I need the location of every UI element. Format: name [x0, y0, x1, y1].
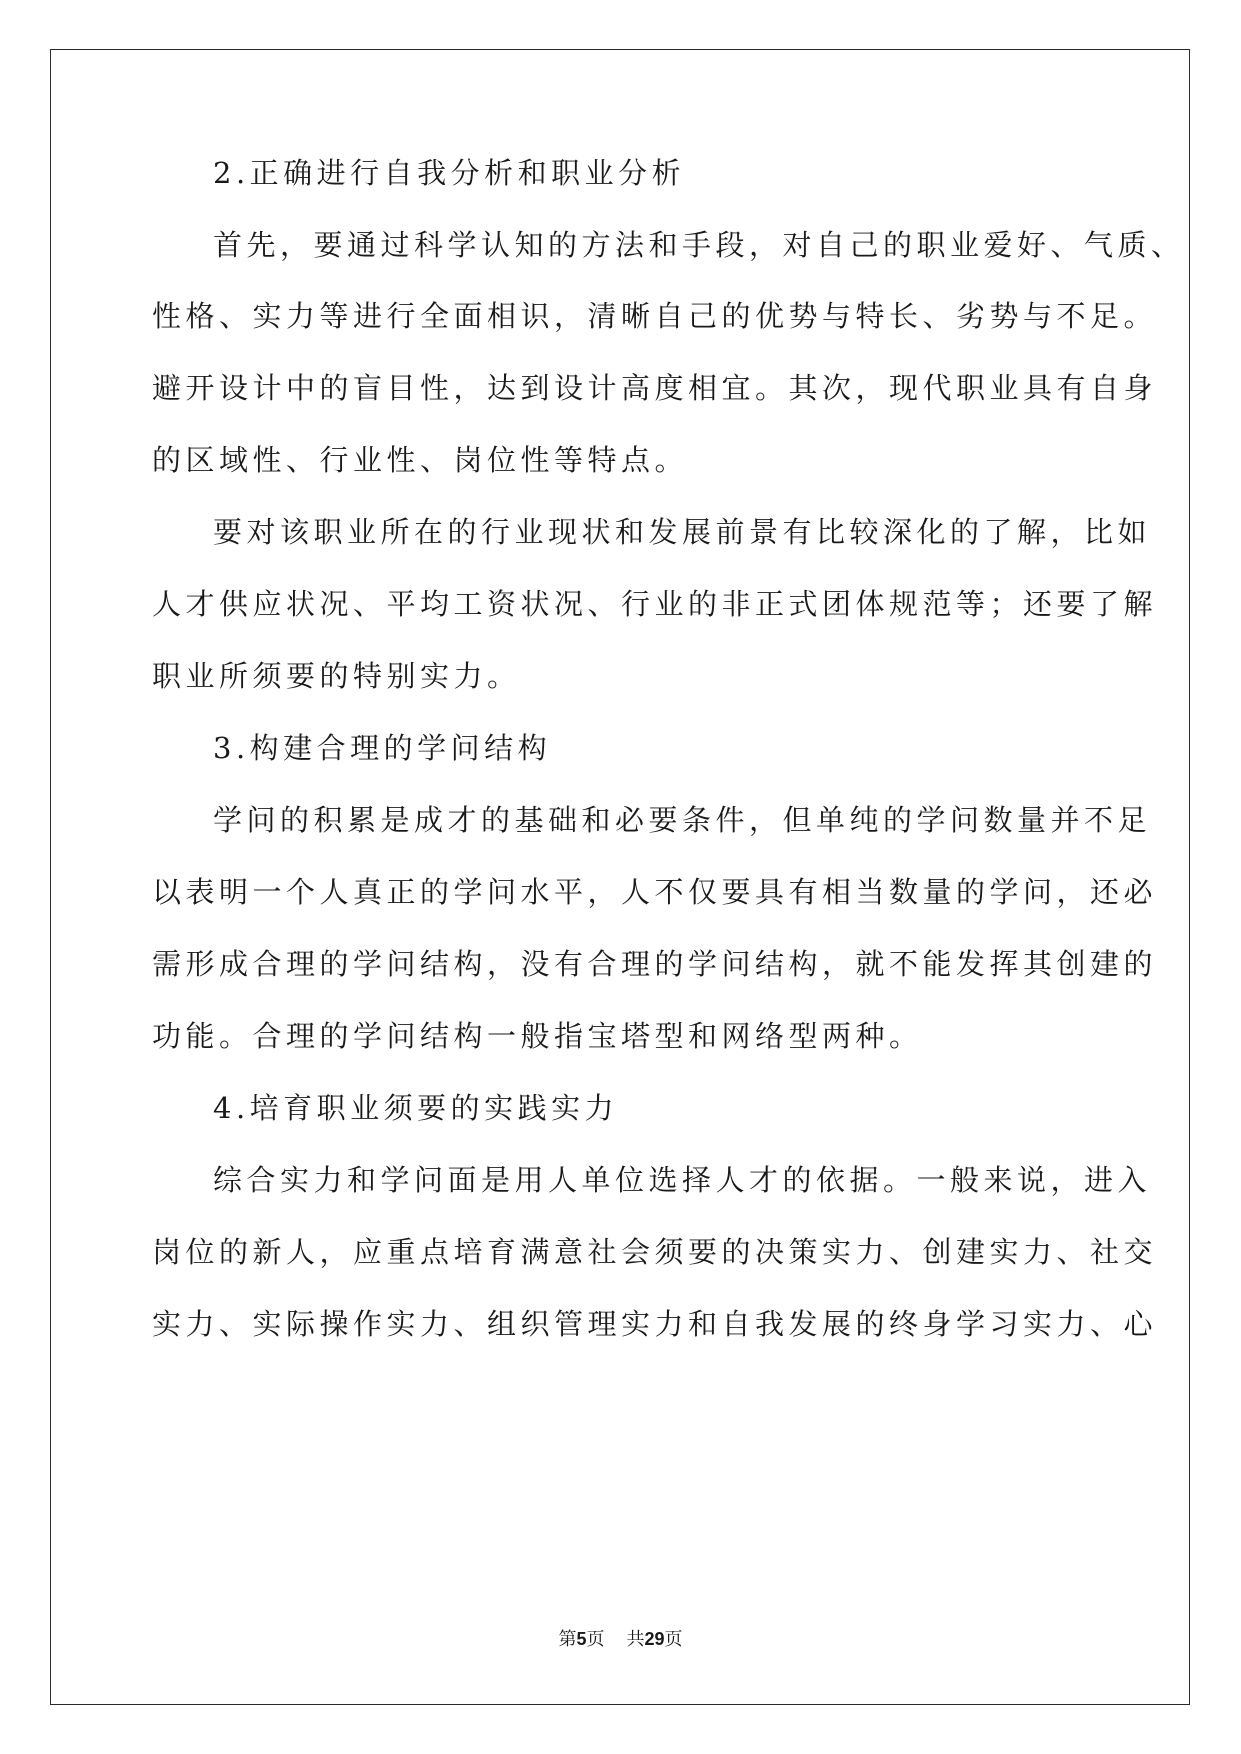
paragraph-line: 功能。合理的学问结构一般指宝塔型和网络型两种。 — [152, 1019, 923, 1053]
paragraph-line: 以表明一个人真正的学问水平，人不仅要具有相当数量的学问，还必 — [152, 875, 1158, 909]
paragraph-line: 人才供应状况、平均工资状况、行业的非正式团体规范等；还要了解 — [152, 587, 1158, 621]
paragraph-line: 的区域性、行业性、岗位性等特点。 — [152, 443, 689, 477]
paragraph-line: 学问的积累是成才的基础和必要条件，但单纯的学问数量并不足 — [213, 803, 1152, 837]
heading-knowledge-structure: 3.构建合理的学问结构 — [213, 731, 552, 765]
paragraph-line: 职业所须要的特别实力。 — [152, 659, 521, 693]
page-number: 5 — [576, 1629, 587, 1649]
total-prefix: 共 — [626, 1629, 645, 1650]
paragraph-line: 避开设计中的盲目性，达到设计高度相宜。其次，现代职业具有自身 — [152, 371, 1158, 405]
heading-practical-ability: 4.培育职业须要的实践实力 — [213, 1091, 619, 1125]
paragraph-line: 要对该职业所在的行业现状和发展前景有比较深化的了解，比如 — [213, 515, 1152, 549]
total-pages: 29 — [644, 1629, 665, 1649]
page-suffix: 页 — [586, 1629, 605, 1650]
heading-self-analysis: 2.正确进行自我分析和职业分析 — [213, 156, 686, 190]
page-footer — [0, 1628, 1241, 1651]
total-suffix: 页 — [664, 1629, 683, 1650]
document-body — [151, 0, 1185, 1600]
page-prefix: 第 — [558, 1629, 577, 1650]
paragraph-line: 岗位的新人，应重点培育满意社会须要的决策实力、创建实力、社交 — [152, 1235, 1158, 1269]
paragraph-line: 实力、实际操作实力、组织管理实力和自我发展的终身学习实力、心 — [152, 1307, 1158, 1341]
paragraph-line: 综合实力和学问面是用人单位选择人才的依据。一般来说，进入 — [213, 1163, 1152, 1197]
paragraph-line: 需形成合理的学问结构，没有合理的学问结构，就不能发挥其创建的 — [152, 947, 1158, 981]
paragraph-line: 首先，要通过科学认知的方法和手段，对自己的职业爱好、气质、 — [213, 228, 1185, 262]
paragraph-line: 性格、实力等进行全面相识，清晰自己的优势与特长、劣势与不足。 — [152, 299, 1158, 333]
